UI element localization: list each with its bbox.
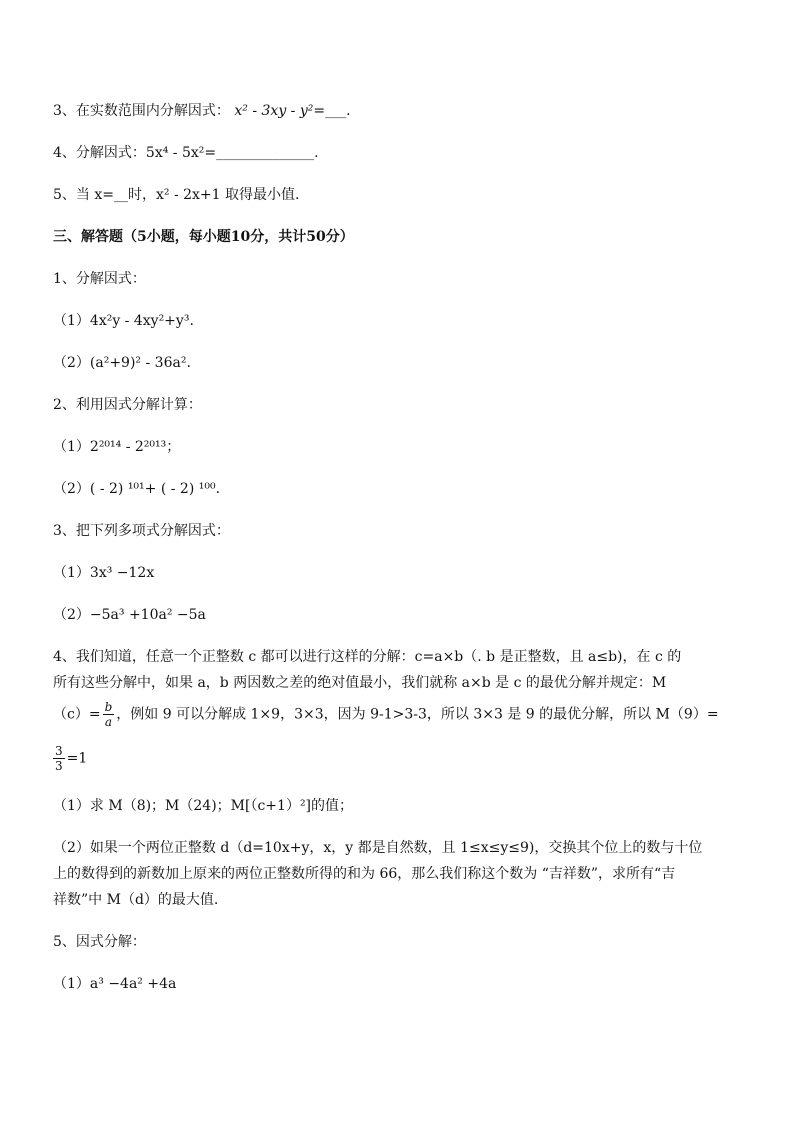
fraction-3-over-3: $\frac{3}{3}$ [55, 744, 63, 773]
question-2-part-2: （2）( - 2) ¹⁰¹+ ( - 2) ¹⁰⁰. [53, 481, 221, 497]
fill-question-5: 5、当 x=__时，x² - 2x+1 取得最小值. [53, 187, 300, 203]
question-3-part-2: （2）−5a³ +10a² −5a [53, 607, 206, 623]
question-4-part-1: （1）求 M（8)；M（24)；M[（c+1）²]的值； [53, 798, 354, 814]
question-4-line-4: $\frac{3}{3}$ =1 [55, 744, 88, 773]
question-4-line-1: 4、我们知道，任意一个正整数 c 都可以进行这样的分解：c=a×b（. b 是正整数，且 a≤b)，在 c 的 [53, 649, 682, 665]
question-1-part-2: （2）(a²+9)² - 36a². [53, 355, 191, 371]
question-4-part-2-line-2: 上的数得到的新数加上原来的两位正整数所得的和为 66，那么我们称这个数为 “吉祥数”，求所有“吉 [53, 866, 676, 882]
question-5-part-1: （1）a³ −4a² +4a [53, 976, 177, 992]
question-4-line-3: （c）= $\frac{b}{a}$ ，例如 9 可以分解成 1×9，3×3，因为 9-1>3-3，所以 3×3 是 9 的最优分解，所以 M（9）= [53, 700, 719, 729]
fraction-b-over-a: $\frac{b}{a}$ [104, 700, 113, 729]
fill-question-3: 3、在实数范围内分解因式： x² - 3xy - y²=___. [53, 103, 351, 119]
question-4-part-2-line-1: （2）如果一个两位正整数 d（d=10x+y，x，y 都是自然数，且 1≤x≤y≤9)，交换其个位上的数与十位 [53, 840, 703, 856]
question-3-part-1: （1）3x³ −12x [53, 565, 155, 581]
question-2-part-1: （1）2²⁰¹⁴ - 2²⁰¹³； [53, 439, 181, 455]
question-3: 3、把下列多项式分解因式： [53, 523, 230, 539]
fill-question-4: 4、分解因式：5x⁴ - 5x²=______________. [53, 145, 319, 161]
question-5: 5、因式分解： [53, 934, 146, 950]
question-4-line-2: 所有这些分解中，如果 a，b 两因数之差的绝对值最小，我们就称 a×b 是 c 的最优分解并规定：M [53, 675, 667, 691]
question-1-part-1: （1）4x²y - 4xy²+y³. [53, 313, 194, 329]
question-2: 2、利用因式分解计算： [53, 397, 202, 413]
section-heading: 三、解答题（5小题，每小题10分，共计50分） [53, 229, 354, 245]
question-4-part-2-line-3: 祥数”中 M（d）的最大值. [53, 892, 219, 908]
question-1: 1、分解因式： [53, 271, 146, 287]
